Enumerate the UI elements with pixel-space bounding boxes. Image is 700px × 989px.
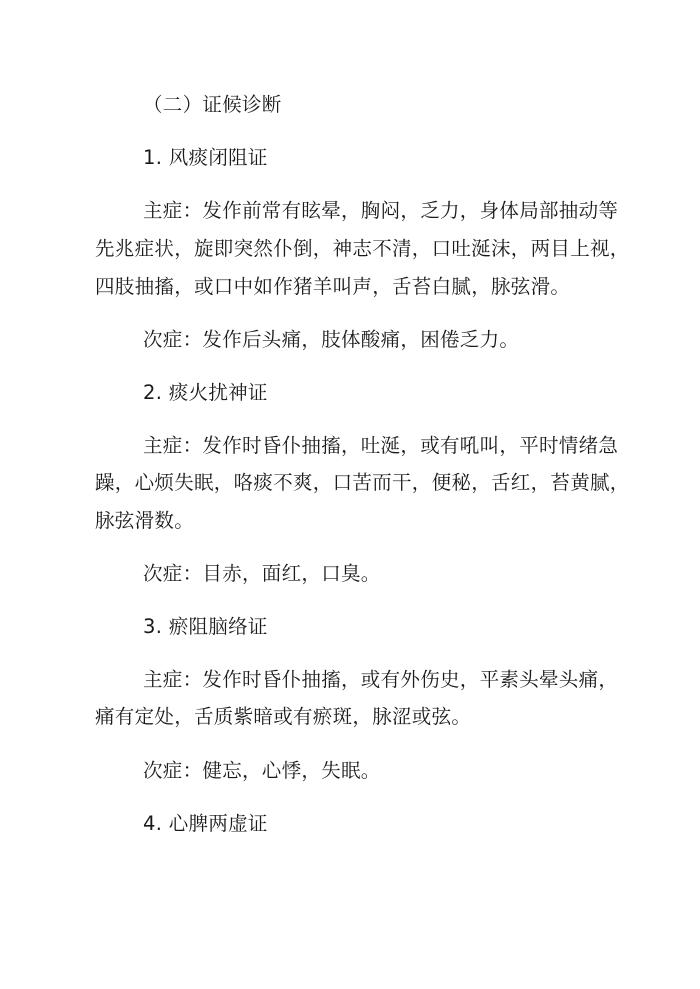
secondary-symptom-label: 次症：	[143, 759, 203, 782]
main-symptom-line	[95, 509, 700, 533]
syndrome-title: 心脾两虚证	[168, 812, 268, 835]
main-symptom-line	[143, 434, 700, 458]
main-symptom-line	[95, 275, 700, 299]
main-symptom-label: 主症：	[143, 434, 203, 457]
syndrome-heading-3	[143, 615, 700, 639]
section-title-text: （二）证候诊断	[143, 93, 282, 116]
syndrome-heading-4	[143, 812, 700, 836]
syndrome-title: 风痰闭阻证	[168, 146, 268, 169]
main-symptom-text: 发作时昏仆抽搐，或有外伤史，平素头晕头痛，	[202, 668, 619, 691]
main-symptom-text: 脉弦滑数。	[95, 509, 195, 532]
main-symptom-text: 痛有定处，舌质紫暗或有瘀斑，脉涩或弦。	[95, 705, 472, 728]
main-symptom-text: 发作时昏仆抽搐，吐涎，或有吼叫，平时情绪急	[202, 434, 619, 457]
main-symptom-text: 发作前常有眩晕，胸闷，乏力，身体局部抽动等	[202, 199, 619, 222]
syndrome-heading-2	[143, 381, 700, 405]
secondary-symptom-text: 发作后头痛，肢体酸痛，困倦乏力。	[202, 328, 520, 351]
main-symptom-label: 主症：	[143, 199, 203, 222]
secondary-symptom-line	[143, 759, 700, 783]
section-title	[143, 93, 700, 117]
syndrome-number: 3.	[143, 615, 163, 638]
main-symptom-line	[143, 668, 700, 692]
syndrome-title: 瘀阻脑络证	[168, 615, 268, 638]
syndrome-number: 2.	[143, 381, 163, 404]
syndrome-number: 1.	[143, 146, 163, 169]
secondary-symptom-text: 目赤，面红，口臭。	[202, 562, 381, 585]
syndrome-heading-1	[143, 146, 700, 170]
syndrome-number: 4.	[143, 812, 163, 835]
main-symptom-line	[95, 237, 700, 261]
main-symptom-text: 先兆症状，旋即突然仆倒，神志不清，口吐涎沫，两目上视，	[95, 237, 630, 260]
secondary-symptom-line	[143, 562, 700, 586]
main-symptom-label: 主症：	[143, 668, 203, 691]
main-symptom-line	[95, 705, 700, 729]
main-symptom-text: 四肢抽搐，或口中如作猪羊叫声，舌苔白腻，脉弦滑。	[95, 275, 571, 298]
secondary-symptom-line	[143, 328, 700, 352]
main-symptom-text: 躁，心烦失眠，咯痰不爽，口苦而干，便秘，舌红，苔黄腻，	[95, 471, 630, 494]
main-symptom-line	[95, 471, 700, 495]
secondary-symptom-text: 健忘，心悸，失眠。	[202, 759, 381, 782]
secondary-symptom-label: 次症：	[143, 562, 203, 585]
secondary-symptom-label: 次症：	[143, 328, 203, 351]
main-symptom-line	[143, 199, 700, 223]
syndrome-title: 痰火扰神证	[168, 381, 268, 404]
